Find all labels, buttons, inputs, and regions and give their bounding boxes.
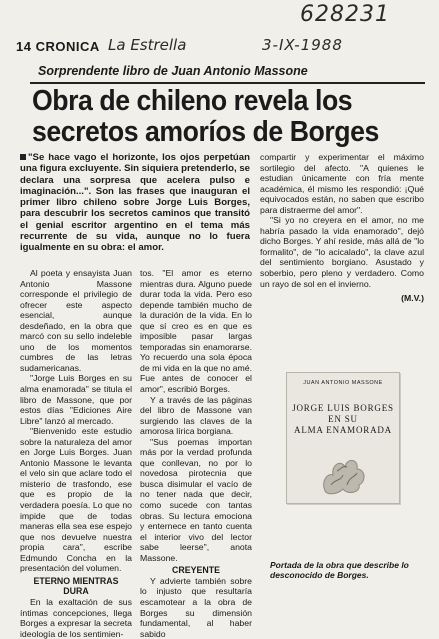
cover-illustration-icon xyxy=(317,451,369,495)
divider-rule xyxy=(30,82,425,84)
body-paragraph: Y a través de las páginas del libro de Massone van surgiendo las claves de la amorosa lírica borgiana. xyxy=(140,394,252,437)
page-section-label: 14 CRONICA xyxy=(16,39,100,54)
lead-paragraph xyxy=(20,152,250,254)
body-paragraph: Y advierte también sobre lo injusto que resultaría escamotear a la obra de Borges su dimensión fundamental, al haber sabido xyxy=(140,575,252,639)
headline xyxy=(32,86,395,148)
kicker-line: Sorprendente libro de Juan Antonio Massone xyxy=(38,64,308,78)
body-paragraph: compartir y experimentar el máximo sortilegio del afecto. "A quienes le estudian únicamente con fría mente académica, él mismo les respondió: ¡Qué equivocados están, no saben que escribo para distraerme del amor". xyxy=(260,152,424,215)
body-paragraph: "Sus poemas importan más por la verdad profunda que conllevan, no por lo novedosa pirotecnia que busca disimular el vacío de no tener nada que decir, como sucede con tantas obras. Su lectura emociona y enternece en tanto cuenta el interior vivo del lector sabe leerse", anota Massone. xyxy=(140,436,252,563)
book-title-line: JORGE LUIS BORGES xyxy=(292,403,394,413)
author-signature: (M.V.) xyxy=(401,293,424,304)
book-title-line: ALMA ENAMORADA xyxy=(294,425,392,435)
article-column-2 xyxy=(140,268,252,639)
lead-text: "Se hace vago el horizonte, los ojos perpetúan una figura excluyente. Sin siquiera pretenderlo, se declara una sorpresa que acelera pulso e imaginación...". Son las frases que inauguran el primer libro chileno sobre Jorge Luis Borges, para descubrir los secretos caminos que transitó el genial escritor argentino en el tema más recurrente de su vida, aunque no lo fuera igualmente en su obra: el amor. xyxy=(20,152,250,254)
headline-line-1: Obra de chileno revela los xyxy=(32,85,353,117)
square-bullet-icon xyxy=(20,154,26,160)
book-cover-author: JUAN ANTONIO MASSONE xyxy=(303,380,383,386)
book-title-line: EN SU xyxy=(328,414,358,424)
article-column-3 xyxy=(260,152,424,304)
headline-line-2: secretos amoríos de Borges xyxy=(32,116,379,148)
subheading: CREYENTE xyxy=(172,565,220,576)
handwritten-clip-number: 628231 xyxy=(300,2,390,27)
book-cover-image xyxy=(286,372,400,504)
image-caption: Portada de la obra que describe lo desconocido de Borges. xyxy=(270,560,409,581)
book-cover-title xyxy=(287,403,399,436)
body-paragraph: tos. "El amor es eterno mientras dura. Alguno puede durar toda la vida. Pero eso depende también mucho de la duración de la vida. En lo que sí creo es en que es imposible pasar largas temporadas sin enamorarse. Yo recuerdo una sola época de mi vida en la que no amé. Fue antes de conocer el amor", escribió Borges. xyxy=(140,268,252,395)
body-paragraph: "Bienvenido este estudio sobre la naturaleza del amor en Jorge Luis Borges. Juan Antonio Massone le levanta el velo sin que aclare todo el misterio de trasfondo, ese que es propio de la verdadera poesía. Lo que no impide que de todas maneras ella sea ese espejo que nos devuelve nuestra propia cara", escribe Edmundo Concha en la presentación del volumen. xyxy=(20,426,132,574)
body-paragraph: Al poeta y ensayista Juan Antonio Massone corresponde el privilegio de ofrecer este aspecto esencial, aunque desdeñado, en la obra que marcó con su sello indeleble uno de los momentos cumbres de las letras sudamericanas. xyxy=(20,268,132,373)
handwritten-source: La Estrella xyxy=(108,36,187,54)
subheading: ETERNO MIENTRAS DURA xyxy=(33,575,119,597)
body-paragraph: En la exaltación de sus íntimas concepciones, llega Borges a expresar la secreta ideología de los sentimien- xyxy=(20,596,132,639)
body-paragraph: "Jorge Luis Borges en su alma enamorada" se titula el libro de Massone, que por estos días "Ediciones Aire Libre" lanzó al mercado. xyxy=(20,373,132,426)
article-column-1 xyxy=(20,268,132,639)
body-paragraph: "Si yo no creyera en el amor, no me habría pasado la vida enamorado", dejó dicho Borges. Y ahí reside, más allá de "lo formalito", de "lo acicalado", la clave azul del sentimiento borgiano. Asustado y soberbio, pero pleno y verdadero. Como un rayo de sol en el invierno. xyxy=(260,215,424,289)
handwritten-date: 3-IX-1988 xyxy=(262,36,343,54)
